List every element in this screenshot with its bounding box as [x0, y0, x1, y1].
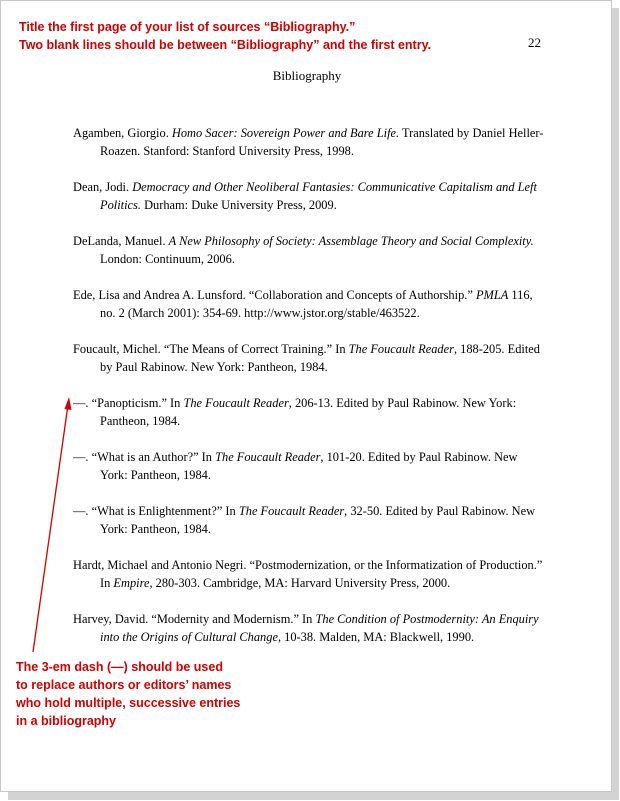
annotation-line: Two blank lines should be between “Bibliography” and the first entry. [19, 38, 432, 52]
entry-text: —. “Panopticism.” In [73, 396, 184, 410]
entry-title-italic: Empire [113, 576, 150, 590]
bibliography-entry [73, 610, 545, 646]
entry-text: Hardt, Michael and Antonio Negri. “Postmodernization, or the Informatization of Production.” In [73, 558, 543, 590]
entry-title-italic: The Foucault Reader [215, 450, 321, 464]
annotation-line: who hold multiple, successive entries [16, 696, 241, 710]
entry-text: —. “What is Enlightenment?” In [73, 504, 239, 518]
entry-title-italic: Homo Sacer: Sovereign Power and Bare Life. [171, 126, 400, 140]
entry-text: Agamben, Giorgio. [73, 126, 172, 140]
entry-text: , 206-13. Edited by Paul Rabinow. New York: Pantheon, 1984. [100, 396, 517, 428]
bibliography-entry [73, 286, 545, 322]
bibliography-entry [73, 340, 545, 376]
bibliography-entry [73, 556, 545, 592]
annotation-title-note [19, 18, 499, 54]
entry-text: 116, no. 2 (March 2001): 354-69. http://www.jstor.org/stable/463522. [100, 288, 533, 320]
entry-text: , 32-50. Edited by Paul Rabinow. New York: Pantheon, 1984. [100, 504, 536, 536]
entry-text: Dean, Jodi. [73, 180, 133, 194]
annotation-line: to replace authors or editors’ names [16, 678, 232, 692]
page-title: Bibliography [272, 68, 342, 83]
entry-text: Ede, Lisa and Andrea A. Lunsford. “Collaboration and Concepts of Authorship.” [73, 288, 476, 302]
bibliography-entry [73, 124, 545, 160]
bibliography-entry [73, 178, 545, 214]
annotation-line: Title the first page of your list of sources “Bibliography.” [19, 20, 356, 34]
entry-text: , 10-38. Malden, MA: Blackwell, 1990. [277, 630, 475, 644]
entry-text: —. “What is an Author?” In [73, 450, 216, 464]
page-shadow-right [612, 8, 619, 800]
bibliography-entry [73, 232, 545, 268]
entry-title-italic: Democracy and Other Neoliberal Fantasies: Communicative Capitalism and Left Politics. [100, 180, 537, 212]
annotation-line: in a bibliography [16, 714, 117, 728]
bibliography-entry [73, 448, 545, 484]
annotation-dash-note [16, 658, 256, 730]
entry-text: Foucault, Michel. “The Means of Correct Training.” In [73, 342, 349, 356]
entry-title-italic: The Condition of Postmodernity: An Enquiry into the Origins of Cultural Change [100, 612, 539, 644]
bibliography-entry [73, 502, 545, 538]
entry-text: Durham: Duke University Press, 2009. [140, 198, 337, 212]
entry-text: , 188-205. Edited by Paul Rabinow. New York: Pantheon, 1984. [100, 342, 540, 374]
entry-text: London: Continuum, 2006. [100, 252, 235, 266]
entry-title-italic: The Foucault Reader [183, 396, 289, 410]
page-shadow-bottom [8, 792, 619, 800]
entry-title-italic: A New Philosophy of Society: Assemblage Theory and Social Complexity. [168, 234, 534, 248]
entry-text: Translated by Daniel Heller-Roazen. Stanford: Stanford University Press, 1998. [100, 126, 544, 158]
bibliography-entry [73, 394, 545, 430]
entry-text: DeLanda, Manuel. [73, 234, 169, 248]
entry-title-italic: The Foucault Reader [348, 342, 454, 356]
entry-text: , 101-20. Edited by Paul Rabinow. New York: Pantheon, 1984. [100, 450, 518, 482]
entry-title-italic: The Foucault Reader [238, 504, 345, 518]
entry-text: Harvey, David. “Modernity and Modernism.” In [73, 612, 316, 626]
entry-text: , 280-303. Cambridge, MA: Harvard University Press, 2000. [149, 576, 451, 590]
entry-title-italic: PMLA [475, 288, 509, 302]
bibliography-list [73, 124, 545, 664]
annotation-line: The 3-em dash (—) should be used [16, 660, 223, 674]
page-number: 22 [528, 35, 541, 50]
